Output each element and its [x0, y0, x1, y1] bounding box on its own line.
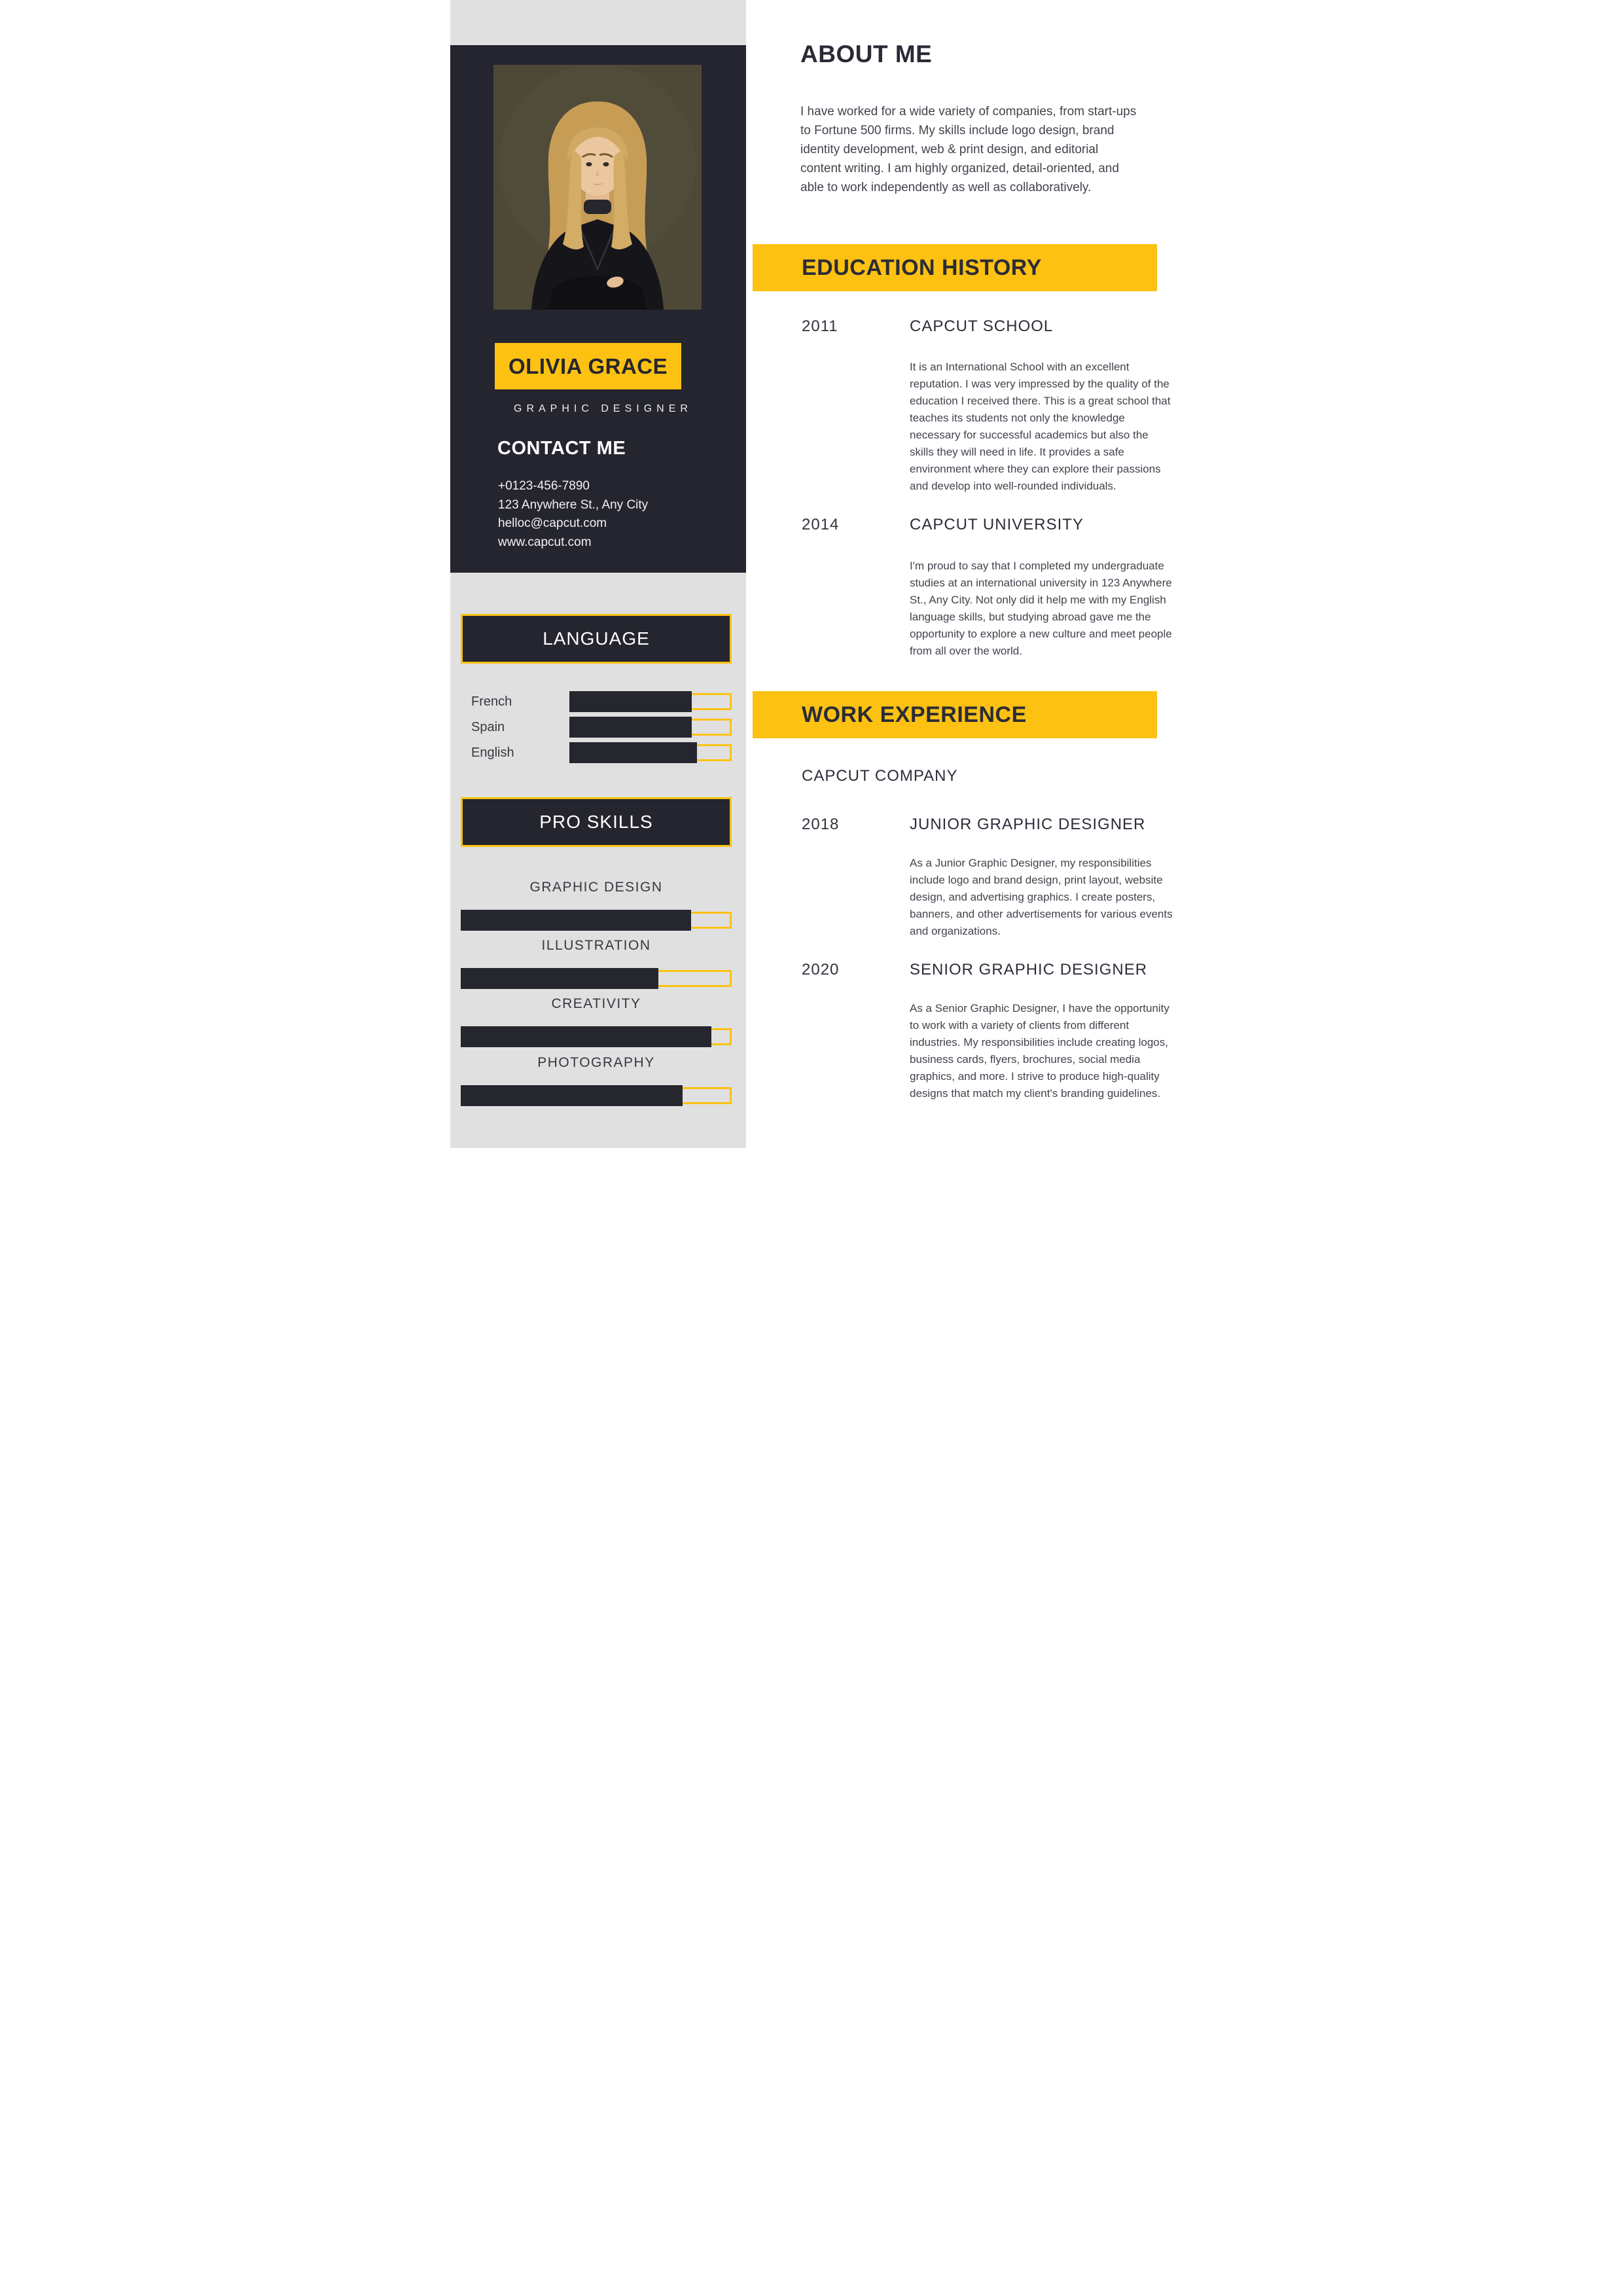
- main-column: [753, 0, 1185, 1148]
- education-entry-header: [802, 317, 1168, 336]
- bar-fill: [461, 910, 691, 931]
- work-entry-body: As a Junior Graphic Designer, my responsibilities include logo and brand design, print layout, website design, and advertising graphics. I create posters, banners, and other advertisements for various events and organizations.: [910, 857, 1173, 937]
- entry-year: 2018: [802, 816, 840, 833]
- skills-section-header: [461, 797, 732, 847]
- bar-fill: [569, 691, 692, 712]
- portrait-illustration: [493, 65, 702, 310]
- company-name: CAPCUT COMPANY: [802, 767, 958, 785]
- language-heading: LANGUAGE: [543, 628, 650, 649]
- contact-address: 123 Anywhere St., Any City: [498, 497, 649, 512]
- entry-year: 2020: [802, 961, 840, 978]
- contact-heading: CONTACT ME: [497, 438, 626, 459]
- language-row-english: [471, 742, 732, 763]
- language-bar: [569, 717, 732, 738]
- entry-title: SENIOR GRAPHIC DESIGNER: [910, 961, 1148, 978]
- language-row-french: [471, 691, 732, 712]
- entry-title: CAPCUT UNIVERSITY: [910, 516, 1084, 533]
- language-section-header: [461, 614, 732, 664]
- work-entry-header: [802, 961, 1168, 979]
- entry-year: 2011: [802, 317, 838, 335]
- work-entry-body: As a Senior Graphic Designer, I have the opportunity to work with a variety of clients from different industries. My responsibilities include creating logos, business cards, flyers, brochures, social media graphics, and more. I strive to produce high-quality designs that match my client's branding guidelines.: [910, 1002, 1169, 1100]
- work-entry-header: [802, 816, 1168, 834]
- entry-title: CAPCUT SCHOOL: [910, 317, 1054, 335]
- education-entry-body: It is an International School with an excellent reputation. I was very impressed by the quality of the education I received there. This is a great school that teaches its students not only the knowledge necessary for successful academics but also the skills they will need in life. It provides a safe environment where they can explore their passions and develop into well-rounded individuals.: [910, 361, 1171, 492]
- contact-phone: +0123-456-7890: [498, 479, 590, 493]
- entry-title: JUNIOR GRAPHIC DESIGNER: [910, 816, 1146, 833]
- skill-item-illustration: [461, 938, 732, 989]
- bar-fill: [461, 1085, 683, 1106]
- contact-list: [498, 477, 648, 552]
- skill-bar: [461, 910, 732, 931]
- work-heading: WORK EXPERIENCE: [802, 702, 1027, 727]
- job-title: GRAPHIC DESIGNER: [514, 403, 692, 414]
- work-section-banner: [753, 691, 1157, 738]
- language-bar: [569, 691, 732, 712]
- bar-fill: [569, 717, 692, 738]
- name-banner: [495, 343, 681, 389]
- language-label: French: [471, 694, 512, 709]
- skill-bar: [461, 1085, 732, 1106]
- profile-card: [450, 45, 746, 573]
- skill-label: ILLUSTRATION: [541, 938, 651, 953]
- contact-email: helloc@capcut.com: [498, 516, 607, 530]
- bar-fill: [461, 1026, 711, 1047]
- education-section-banner: [753, 244, 1157, 291]
- about-heading: ABOUT ME: [800, 41, 933, 67]
- language-label: English: [471, 745, 514, 760]
- skill-bar: [461, 1026, 732, 1047]
- skills-heading: PRO SKILLS: [539, 812, 653, 832]
- skill-item-photography: [461, 1055, 732, 1106]
- language-label: Spain: [471, 719, 505, 734]
- education-entry-body: I'm proud to say that I completed my undergraduate studies at an international university in 123 Anywhere St., Any City. Not only did it help me with my English language skills, but studying abroad gave me the opportunity to explore a new culture and meet people from all over the world.: [910, 560, 1172, 657]
- skill-label: GRAPHIC DESIGN: [529, 880, 663, 895]
- about-body: I have worked for a wide variety of companies, from start-ups to Fortune 500 firms. My skills include logo design, brand identity development, web & print design, and editorial content writing. I am highly organized, detail-oriented, and able to work independently as well as collaboratively.: [800, 105, 1137, 195]
- skill-label: PHOTOGRAPHY: [537, 1055, 655, 1070]
- skill-bar: [461, 968, 732, 989]
- bar-fill: [569, 742, 697, 763]
- resume-page: [406, 0, 1217, 1148]
- profile-photo: [493, 65, 702, 310]
- contact-website: www.capcut.com: [498, 535, 592, 549]
- education-entry-header: [802, 516, 1168, 534]
- skill-item-graphic-design: [461, 880, 732, 931]
- bar-fill: [461, 968, 658, 989]
- language-row-spain: [471, 717, 732, 738]
- language-bar: [569, 742, 732, 763]
- education-heading: EDUCATION HISTORY: [802, 255, 1042, 280]
- skill-item-creativity: [461, 996, 732, 1047]
- sidebar: [450, 0, 746, 1148]
- person-name: OLIVIA GRACE: [508, 353, 668, 378]
- entry-year: 2014: [802, 516, 840, 533]
- skill-label: CREATIVITY: [551, 996, 641, 1011]
